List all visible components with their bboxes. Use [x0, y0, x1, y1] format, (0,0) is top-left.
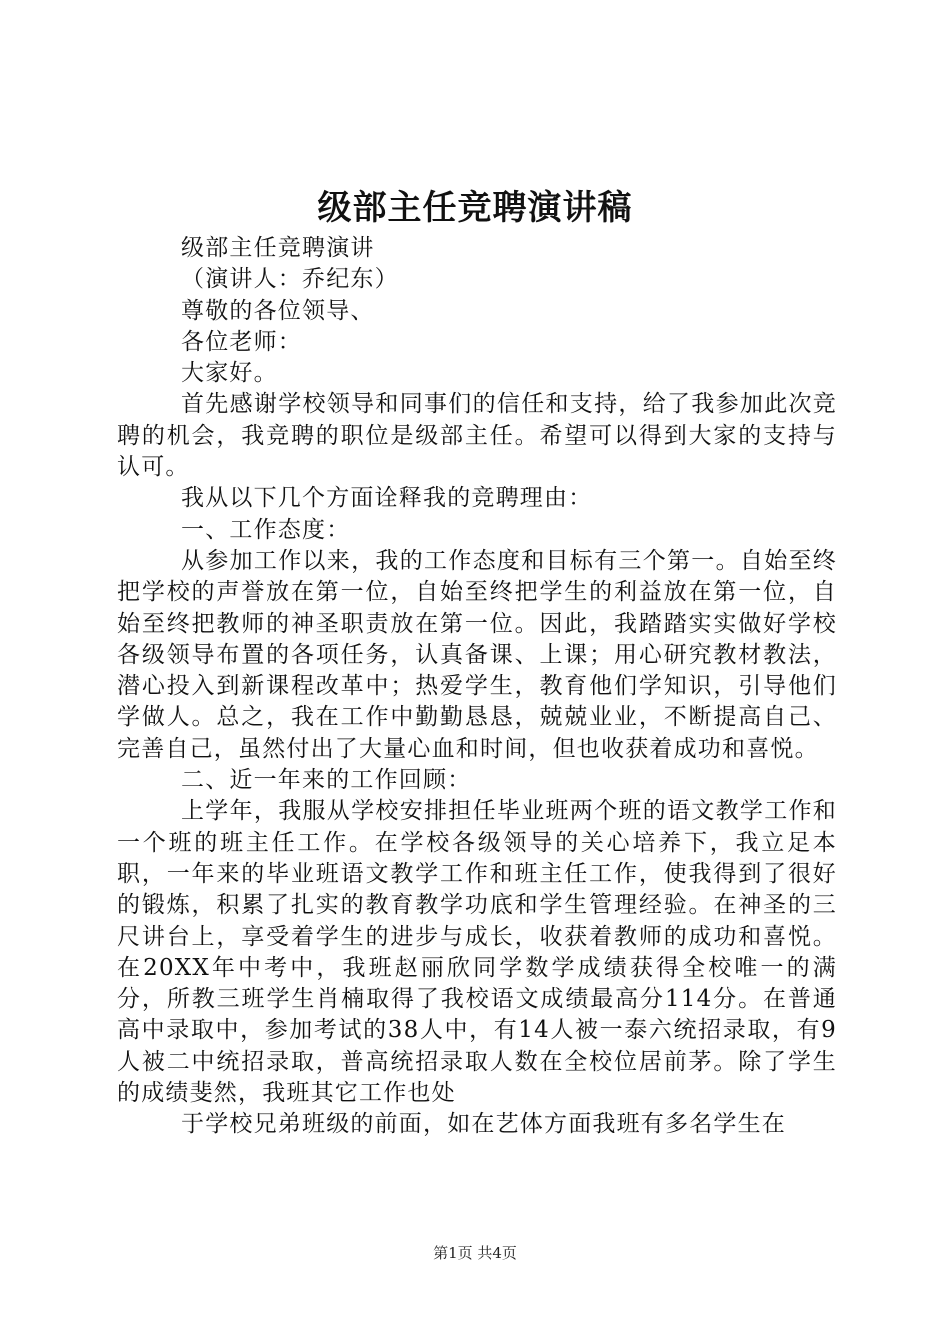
paragraph-attitude: 从参加工作以来，我的工作态度和目标有三个第一。自始至终把学校的声誉放在第一位，自始至终把学生的利益放在第一位，自始至终把教师的神圣职责放在第一位。因此，我踏踏实实做好学校各级领导布置的各项任务，认真备课、上课；用心研究教材教法，潜心投入到新课程改革中；热爱学生，教育他们学知识，引导他们学做人。总之，我在工作中勤勤恳恳，兢兢业业，不断提高自己、完善自己，虽然付出了大量心血和时间，但也收获着成功和喜悦。 [117, 547, 837, 762]
paragraph-thanks: 首先感谢学校领导和同事们的信任和支持，给了我参加此次竞聘的机会，我竞聘的职位是级部主任。希望可以得到大家的支持与认可。 [117, 391, 837, 481]
section-heading-attitude: 一、工作态度： [181, 516, 351, 543]
paragraph-intro-reasons: 我从以下几个方面诠释我的竞聘理由： [181, 485, 593, 512]
document-body [117, 233, 837, 1141]
section-heading-review: 二、近一年来的工作回顾： [181, 767, 472, 794]
page-footer: 第1页 共4页 [433, 1244, 517, 1262]
paragraph-continuation: 于学校兄弟班级的前面，如在艺体方面我班有多名学生在 [181, 1111, 786, 1138]
paragraph-salutation-teachers: 各位老师： [181, 328, 302, 355]
document-title: 级部主任竞聘演讲稿 [317, 188, 633, 228]
paragraph-greeting: 大家好。 [181, 360, 278, 387]
paragraph-salutation-leaders: 尊敬的各位领导、 [181, 297, 375, 324]
paragraph-subtitle: 级部主任竞聘演讲 [181, 235, 375, 261]
paragraph-review: 上学年，我服从学校安排担任毕业班两个班的语文教学工作和一个班的班主任工作。在学校各级领导的关心培养下，我立足本职，一年来的毕业班语文教学工作和班主任工作，使我得到了很好的锻炼，积累了扎实的教育教学功底和学生管理经验。在神圣的三尺讲台上，享受着学生的进步与成长，收获着教师的成功和喜悦。在20XX年中考中，我班赵丽欣同学数学成绩获得全校唯一的满分，所教三班学生肖楠取得了我校语文成绩最高分114分。在普通高中录取中，参加考试的38人中，有14人被一泰六统招录取，有9人被二中统招录取，普高统招录取人数在全校位居前茅。除了学生的成绩斐然，我班其它工作也处 [117, 798, 837, 1107]
paragraph-speaker: （演讲人：乔纪东） [181, 266, 399, 293]
